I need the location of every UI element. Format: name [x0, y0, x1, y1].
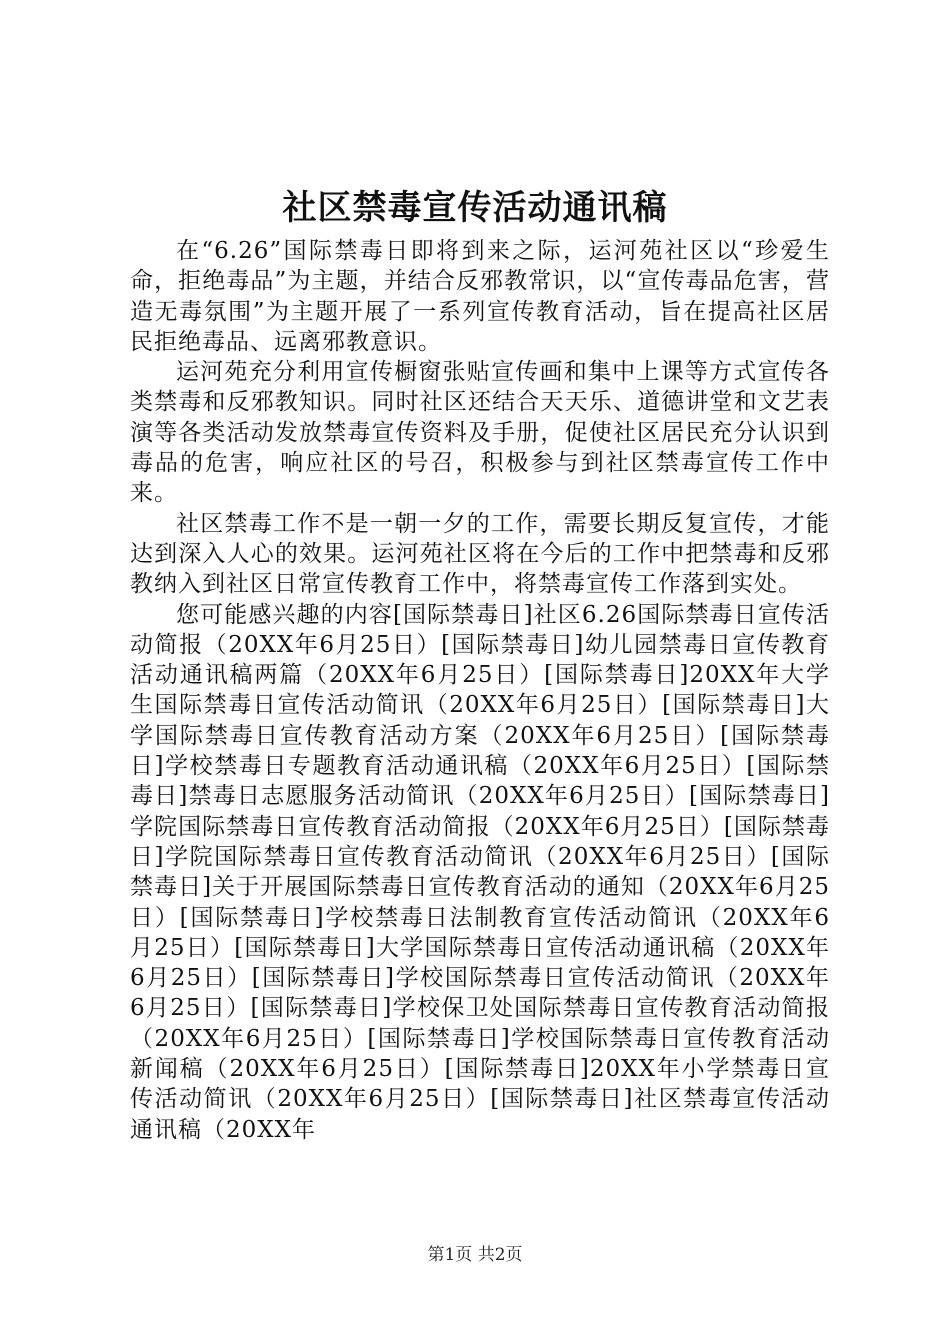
page-title: 社区禁毒宣传活动通讯稿	[282, 188, 668, 228]
page-footer-indicator: 第1页 共2页	[427, 1245, 523, 1265]
paragraph-activities: 运河苑充分利用宣传橱窗张贴宣传画和集中上课等方式宣传各类禁毒和反邪教知识。同时社区还结合天天乐、道德讲堂和文艺表演等各类活动发放禁毒宣传资料及手册，促使社区居民充分认识到毒品的危害，响应社区的号召，积极参与到社区禁毒宣传工作中来。	[130, 359, 830, 507]
paragraph-intro: 在“6.26”国际禁毒日即将到来之际，运河苑社区以“珍爱生命，拒绝毒品”为主题，并结合反邪教常识，以“宣传毒品危害，营造无毒氛围”为主题开展了一系列宣传教育活动，旨在提高社区居民拒绝毒品、远离邪教意识。	[130, 238, 830, 355]
paragraph-long-term: 社区禁毒工作不是一朝一夕的工作，需要长期反复宣传，才能达到深入人心的效果。运河苑社区将在今后的工作中把禁毒和反邪教纳入到社区日常宣传教育工作中，将禁毒宣传工作落到实处。	[130, 510, 830, 598]
document-body	[130, 236, 830, 1145]
paragraph-related-content: 您可能感兴趣的内容[国际禁毒日]社区6.26国际禁毒日宣传活动简报（20XX年6月25日）[国际禁毒日]幼儿园禁毒日宣传教育活动通讯稿两篇（20XX年6月25日）[国际禁毒日]20XX年大学生国际禁毒日宣传活动简讯（20XX年6月25日）[国际禁毒日]大学国际禁毒日宣传教育活动方案（20XX年6月25日）[国际禁毒日]学校禁毒日专题教育活动通讯稿（20XX年6月25日）[国际禁毒日]禁毒日志愿服务活动简讯（20XX年6月25日）[国际禁毒日]学院国际禁毒日宣传教育活动简报（20XX年6月25日）[国际禁毒日]学院国际禁毒日宣传教育活动简讯（20XX年6月25日）[国际禁毒日]关于开展国际禁毒日宣传教育活动的通知（20XX年6月25日）[国际禁毒日]学校禁毒日法制教育宣传活动简讯（20XX年6月25日）[国际禁毒日]大学国际禁毒日宣传活动通讯稿（20XX年6月25日）[国际禁毒日]学校国际禁毒日宣传活动简讯（20XX年6月25日）[国际禁毒日]学校保卫处国际禁毒日宣传教育活动简报（20XX年6月25日）[国际禁毒日]学校国际禁毒日宣传教育活动新闻稿（20XX年6月25日）[国际禁毒日]20XX年小学禁毒日宣传活动简讯（20XX年6月25日）[国际禁毒日]社区禁毒宣传活动通讯稿（20XX年	[130, 601, 830, 1143]
